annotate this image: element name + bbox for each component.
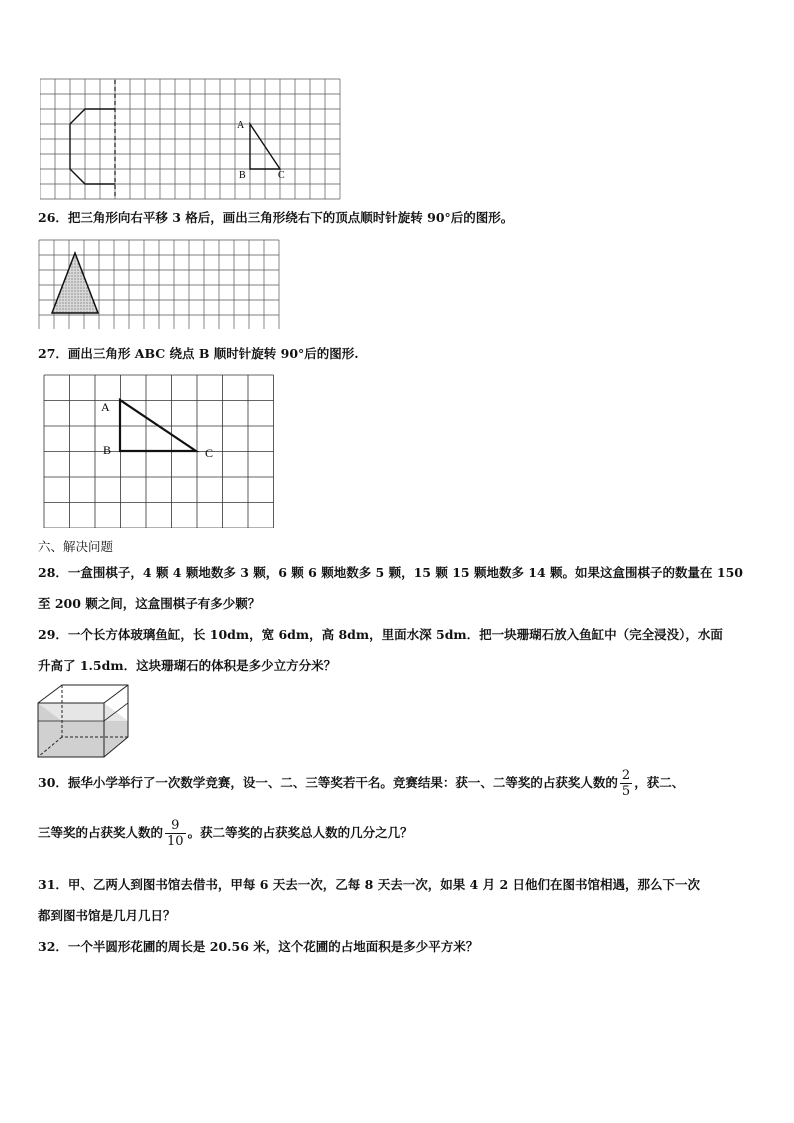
figure-grid-1 xyxy=(40,78,342,200)
fish-tank-figure xyxy=(36,683,132,759)
label-c: C xyxy=(278,170,285,181)
question-28-line-2: 至 200 颗之间，这盒围棋子有多少颗？ xyxy=(38,596,261,611)
question-30-line-1 xyxy=(38,768,684,799)
label-a: A xyxy=(101,400,110,414)
label-b: B xyxy=(239,170,246,181)
shaded-triangle xyxy=(52,253,98,313)
q30-text-a: 30．振华小学举行了一次数学竞赛，设一、二、三等奖若干名。竞赛结果：获一、二等奖的占获奖人数的 xyxy=(38,775,618,790)
question-31-line-2: 都到图书馆是几月几日？ xyxy=(38,908,176,923)
label-a: A xyxy=(237,120,245,131)
question-31-line-1: 31．甲、乙两人到图书馆去借书，甲每 6 天去一次，乙每 8 天去一次，如果 4 月 2 日他们在图书馆相遇，那么下一次 xyxy=(38,877,701,892)
figure-grid-3 xyxy=(43,374,275,528)
q30-text-c: 三等奖的占获奖人数的 xyxy=(38,825,164,840)
fraction-nine-tenths xyxy=(165,818,186,849)
question-26: 26．把三角形向右平移 3 格后，画出三角形绕右下的顶点顺时针旋转 90°后的图形。 xyxy=(38,210,514,225)
question-30-line-2 xyxy=(38,818,413,849)
label-c: C xyxy=(205,446,214,460)
fraction-two-fifths xyxy=(620,768,632,799)
half-octagon-shape xyxy=(70,109,115,184)
question-27: 27．画出三角形 ABC 绕点 B 顺时针旋转 90°后的图形. xyxy=(38,346,359,361)
question-29-line-2: 升高了 1.5dm．这块珊瑚石的体积是多少立方分米？ xyxy=(38,658,337,673)
frac-numerator: 2 xyxy=(621,768,631,783)
figure-grid-2 xyxy=(38,239,281,329)
frac-numerator: 9 xyxy=(165,818,186,834)
label-b: B xyxy=(103,443,112,457)
q30-text-d: 。获二等奖的占获奖总人数的几分之几？ xyxy=(187,825,413,840)
frac-denominator: 5 xyxy=(621,784,631,799)
q30-text-b: ，获二、 xyxy=(634,775,685,790)
question-28-line-1: 28．一盒围棋子，4 颗 4 颗地数多 3 颗，6 颗 6 颗地数多 5 颗，15 颗 15 颗地数多 14 颗。如果这盒围棋子的数量在 150 xyxy=(38,565,743,580)
frac-denominator: 10 xyxy=(167,834,184,849)
section-title: 六、解决问题 xyxy=(38,539,114,554)
question-32: 32．一个半圆形花圃的周长是 20.56 米，这个花圃的占地面积是多少平方米？ xyxy=(38,939,479,954)
question-29-line-1: 29．一个长方体玻璃鱼缸，长 10dm，宽 6dm，高 8dm，里面水深 5dm．把一块珊瑚石放入鱼缸中（完全浸没），水面 xyxy=(38,627,723,642)
triangle-abc-2 xyxy=(120,400,196,451)
